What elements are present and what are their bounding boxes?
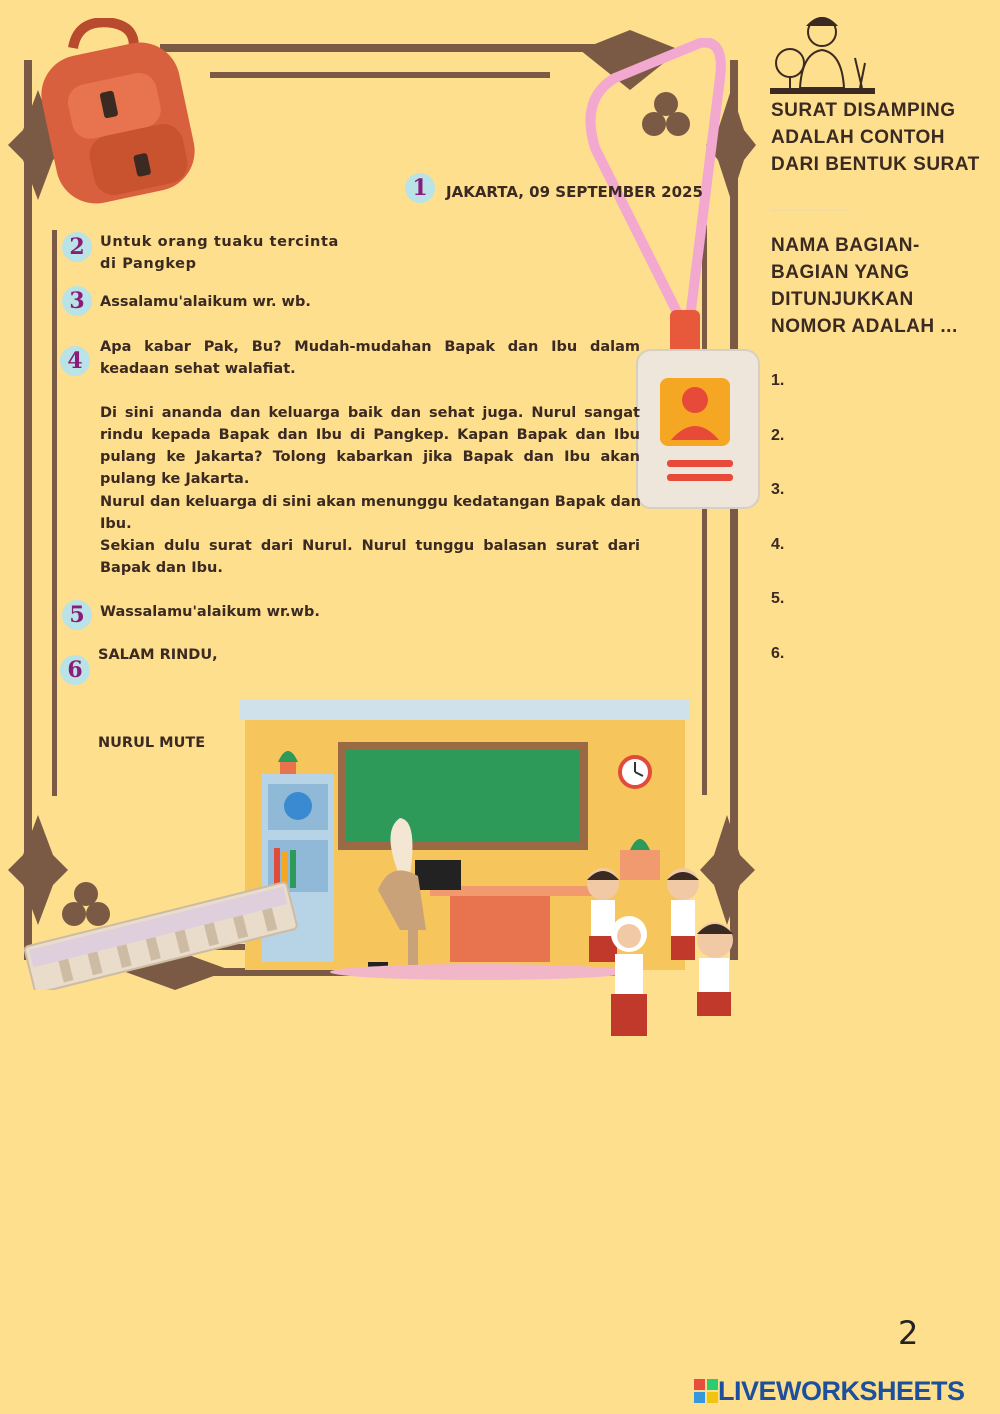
page-number: 2 xyxy=(898,1314,919,1352)
sidebar-title xyxy=(771,97,980,178)
sidebar-question-line4: NOMOR ADALAH ... xyxy=(771,316,958,337)
marker-6: 6 xyxy=(60,655,90,685)
sidebar-title-line1: SURAT DISAMPING xyxy=(771,100,956,121)
answer-2-label: 2. xyxy=(771,427,785,444)
sidebar-question-line2: BAGIAN YANG xyxy=(771,262,910,283)
letter-salutation: SALAM RINDU, xyxy=(98,647,218,663)
footer-brand-text: LIVEWORKSHEETS xyxy=(718,1375,965,1406)
letter-greeting: Assalamu'alaikum wr. wb. xyxy=(100,294,311,310)
ruler-icon xyxy=(15,875,300,990)
answer-3-label: 3. xyxy=(771,481,785,498)
students-illustration xyxy=(575,862,745,1047)
marker-5: 5 xyxy=(62,600,92,630)
recipient-line2: di Pangkep xyxy=(100,256,197,272)
footer-brand[interactable] xyxy=(694,1376,965,1406)
answer-5-label: 5. xyxy=(771,590,785,607)
letter-body-paragraph-4: Sekian dulu surat dari Nurul. Nurul tunggu balasan surat dari Bapak dan Ibu. xyxy=(100,538,640,576)
sidebar-title-line2: ADALAH CONTOH xyxy=(771,127,945,148)
letter-signature: NURUL MUTE xyxy=(98,735,206,751)
answer-4-label: 4. xyxy=(771,536,785,553)
letter-closing: Wassalamu'alaikum wr.wb. xyxy=(100,604,320,620)
letter-date: JAKARTA, 09 SEPTEMBER 2025 xyxy=(446,183,703,201)
letter-body-paragraph-3: Nurul dan keluarga di sini akan menunggu kedatangan Bapak dan Ibu. xyxy=(100,494,641,532)
letter-body-paragraph-1: Apa kabar Pak, Bu? Mudah-mudahan Bapak dan Ibu dalam keadaan sehat walafiat. xyxy=(100,339,640,377)
letter-recipient xyxy=(100,231,339,275)
marker-1: 1 xyxy=(405,173,435,203)
backpack-icon xyxy=(28,18,203,208)
sidebar-divider: ................................ xyxy=(771,203,852,213)
marker-3: 3 xyxy=(62,286,92,316)
sidebar-title-line3: DARI BENTUK SURAT xyxy=(771,154,980,175)
sidebar-question-line3: DITUNJUKKAN xyxy=(771,289,914,310)
recipient-line1: Untuk orang tuaku tercinta xyxy=(100,234,339,250)
marker-2: 2 xyxy=(62,232,92,262)
answer-6-label: 6. xyxy=(771,645,785,662)
marker-4: 4 xyxy=(60,346,90,376)
teacher-globe-icon xyxy=(770,8,875,100)
letter-body-paragraph-2: Di sini ananda dan keluarga baik dan sehat juga. Nurul sangat rindu kepada Bapak dan Ibu di Pangkep. Kapan Bapak dan Ibu pulang ke Jakarta? Tolong kabarkan jika Bapak dan Ibu akan pulang ke Jakarta. xyxy=(100,405,640,487)
sidebar-question-line1: NAMA BAGIAN- xyxy=(771,235,920,256)
liveworksheets-logo-icon xyxy=(694,1379,718,1403)
answer-1-label: 1. xyxy=(771,372,785,389)
sidebar-question xyxy=(771,232,958,340)
